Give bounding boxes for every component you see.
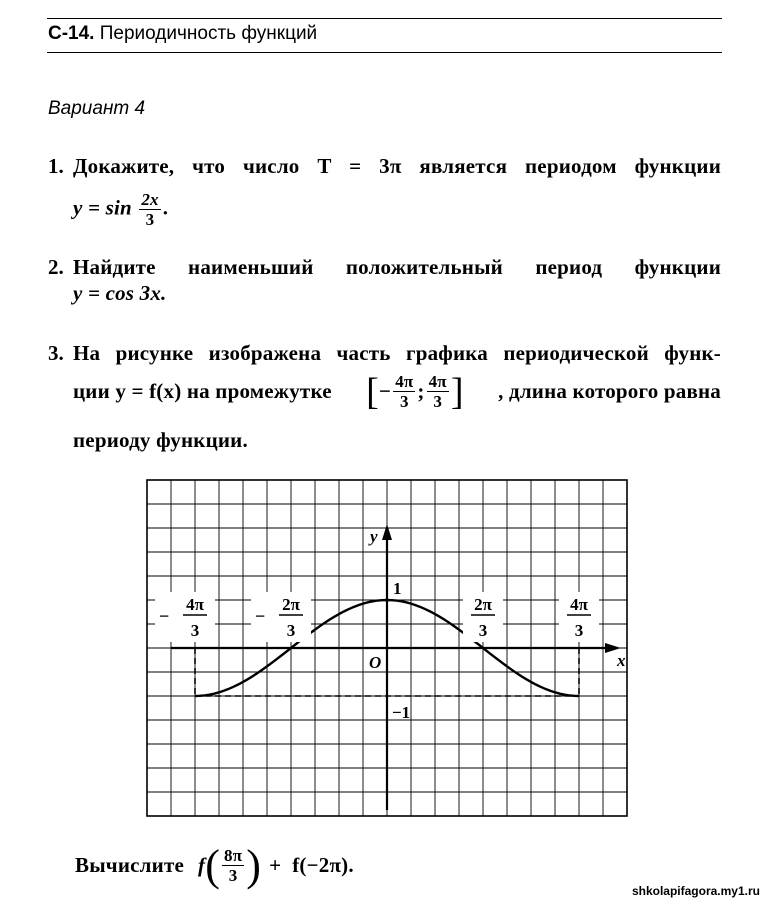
task2-line2: y = cos 3x. bbox=[73, 281, 167, 305]
section-code: С-14. bbox=[48, 23, 95, 44]
task1-suffix: . bbox=[162, 195, 169, 220]
x-tick-label bbox=[155, 592, 215, 642]
interval-right-den: 3 bbox=[433, 392, 443, 411]
task1-number: 1. bbox=[48, 154, 64, 178]
task1-frac-den: 3 bbox=[145, 210, 155, 229]
interval-separator: ; bbox=[417, 379, 425, 403]
task1-frac-num: 2x bbox=[141, 190, 159, 209]
compute-arg-num: 8π bbox=[224, 846, 243, 865]
x-tick-label bbox=[559, 592, 599, 642]
compute-rest: + f(−2π). bbox=[269, 853, 354, 877]
interval-left-num: 4π bbox=[395, 372, 414, 391]
variant-title: Вариант 4 bbox=[48, 98, 146, 119]
x-tick-den: 3 bbox=[286, 621, 296, 640]
interval-left-den: 3 bbox=[399, 392, 409, 411]
x-tick-label bbox=[251, 592, 311, 642]
interval-close-bracket: ] bbox=[450, 370, 464, 413]
x-tick-den: 3 bbox=[190, 621, 200, 640]
watermark: shkolapifagora.my1.ru bbox=[631, 884, 760, 898]
y-axis-label: y bbox=[370, 527, 378, 546]
compute-line bbox=[75, 840, 354, 890]
x-axis-label: x bbox=[617, 651, 626, 670]
task3-line2-suffix: , длина которого равна bbox=[498, 379, 721, 403]
y-tick-label-minus1: −1 bbox=[392, 703, 411, 722]
section-title: Периодичность функций bbox=[99, 23, 318, 44]
origin-label: O bbox=[369, 653, 382, 672]
compute-open-paren: ( bbox=[205, 840, 221, 890]
compute-f: f bbox=[197, 853, 206, 877]
task3-line3: периоду функции. bbox=[73, 428, 248, 452]
x-tick-sign: − bbox=[159, 606, 170, 626]
x-tick-num: 4π bbox=[570, 595, 588, 614]
task1-formula-prefix: y = sin bbox=[73, 195, 132, 220]
interval-open-bracket: [ bbox=[366, 370, 380, 413]
task3-line2-prefix: ции y = f(x) на промежутке bbox=[73, 379, 332, 403]
task2-number: 2. bbox=[48, 255, 64, 279]
x-tick-num: 2π bbox=[474, 595, 492, 614]
x-tick-den: 3 bbox=[478, 621, 488, 640]
x-tick-num: 4π bbox=[186, 595, 204, 614]
compute-arg-den: 3 bbox=[228, 866, 238, 885]
task1-line1: Докажите, что число T = 3π является периодом функции bbox=[73, 154, 721, 178]
task3-number: 3. bbox=[48, 341, 64, 365]
x-tick-num: 2π bbox=[282, 595, 300, 614]
x-tick-den: 3 bbox=[574, 621, 584, 640]
task2-line1: Найдите наименьший положительный период функции bbox=[73, 255, 721, 279]
task3-line1: На рисунке изображена часть графика периодической функ- bbox=[73, 341, 721, 365]
compute-fraction bbox=[222, 846, 244, 885]
compute-prefix: Вычислите bbox=[75, 853, 184, 877]
x-tick-label bbox=[463, 592, 503, 642]
interval-left-sign: − bbox=[379, 379, 392, 403]
compute-close-paren: ) bbox=[246, 840, 262, 890]
x-tick-sign: − bbox=[254, 606, 266, 626]
y-tick-label-1: 1 bbox=[393, 579, 402, 598]
interval-right-num: 4π bbox=[428, 372, 447, 391]
